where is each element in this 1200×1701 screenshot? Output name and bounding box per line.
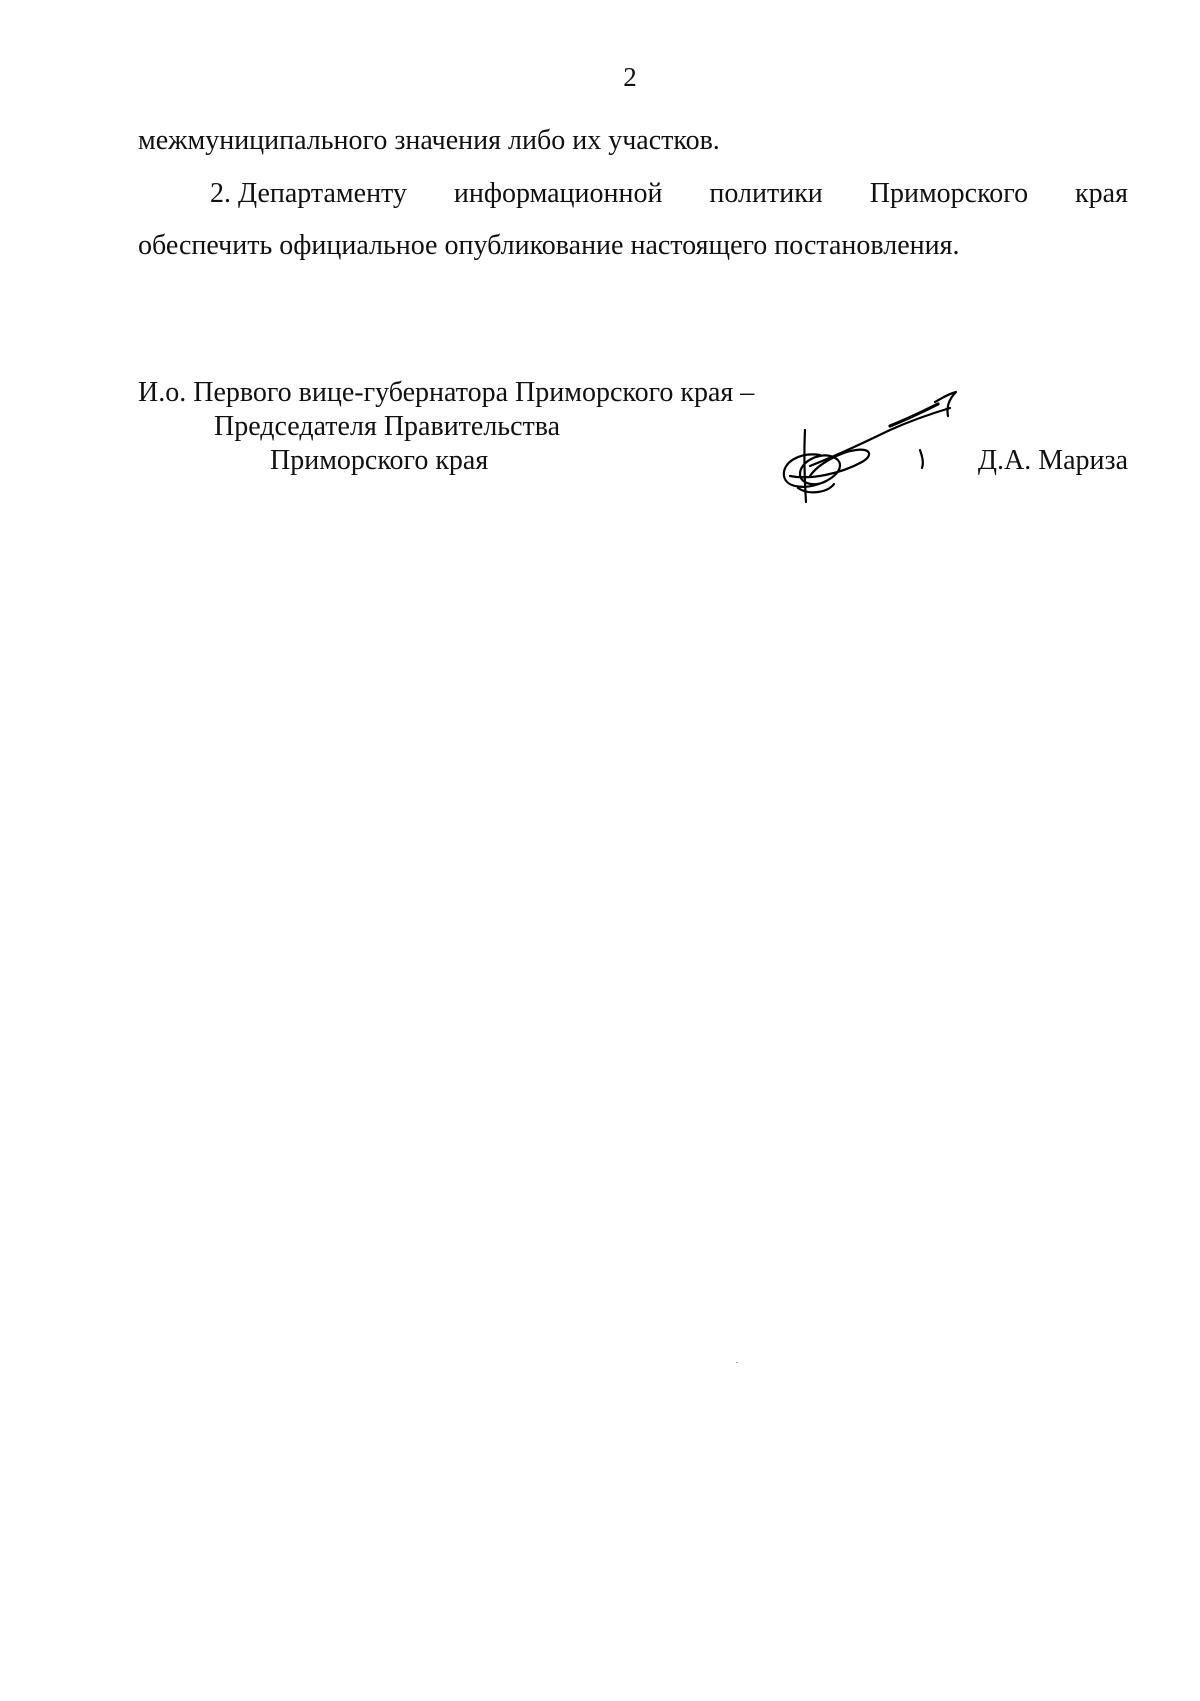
signatory-title [138, 376, 754, 478]
scan-speck [736, 1362, 738, 1363]
paragraph-item-2-line-2: обеспечить официальное опубликование настоящего постановления. [138, 230, 960, 261]
signatory-title-line-2: Председателя Правительства [214, 411, 561, 442]
word: Приморского [869, 178, 1029, 209]
paragraph-item-2-line-1 [138, 168, 1128, 220]
word: политики [709, 178, 823, 209]
word: края [1075, 178, 1128, 209]
page-number: 2 [623, 62, 637, 92]
handwritten-signature [770, 380, 1000, 520]
signatory-title-line-3: Приморского края [270, 445, 489, 476]
word: 2. Департаменту [210, 178, 407, 209]
paragraph-item-2 [138, 168, 1128, 272]
paragraph-continuation: межмуниципального значения либо их участков. [138, 125, 720, 156]
signer-name: Д.А. Мариза [977, 445, 1128, 476]
word: информационной [453, 178, 663, 209]
signatory-title-line-1: И.о. Первого вице-губернатора Приморского края – [138, 377, 755, 408]
